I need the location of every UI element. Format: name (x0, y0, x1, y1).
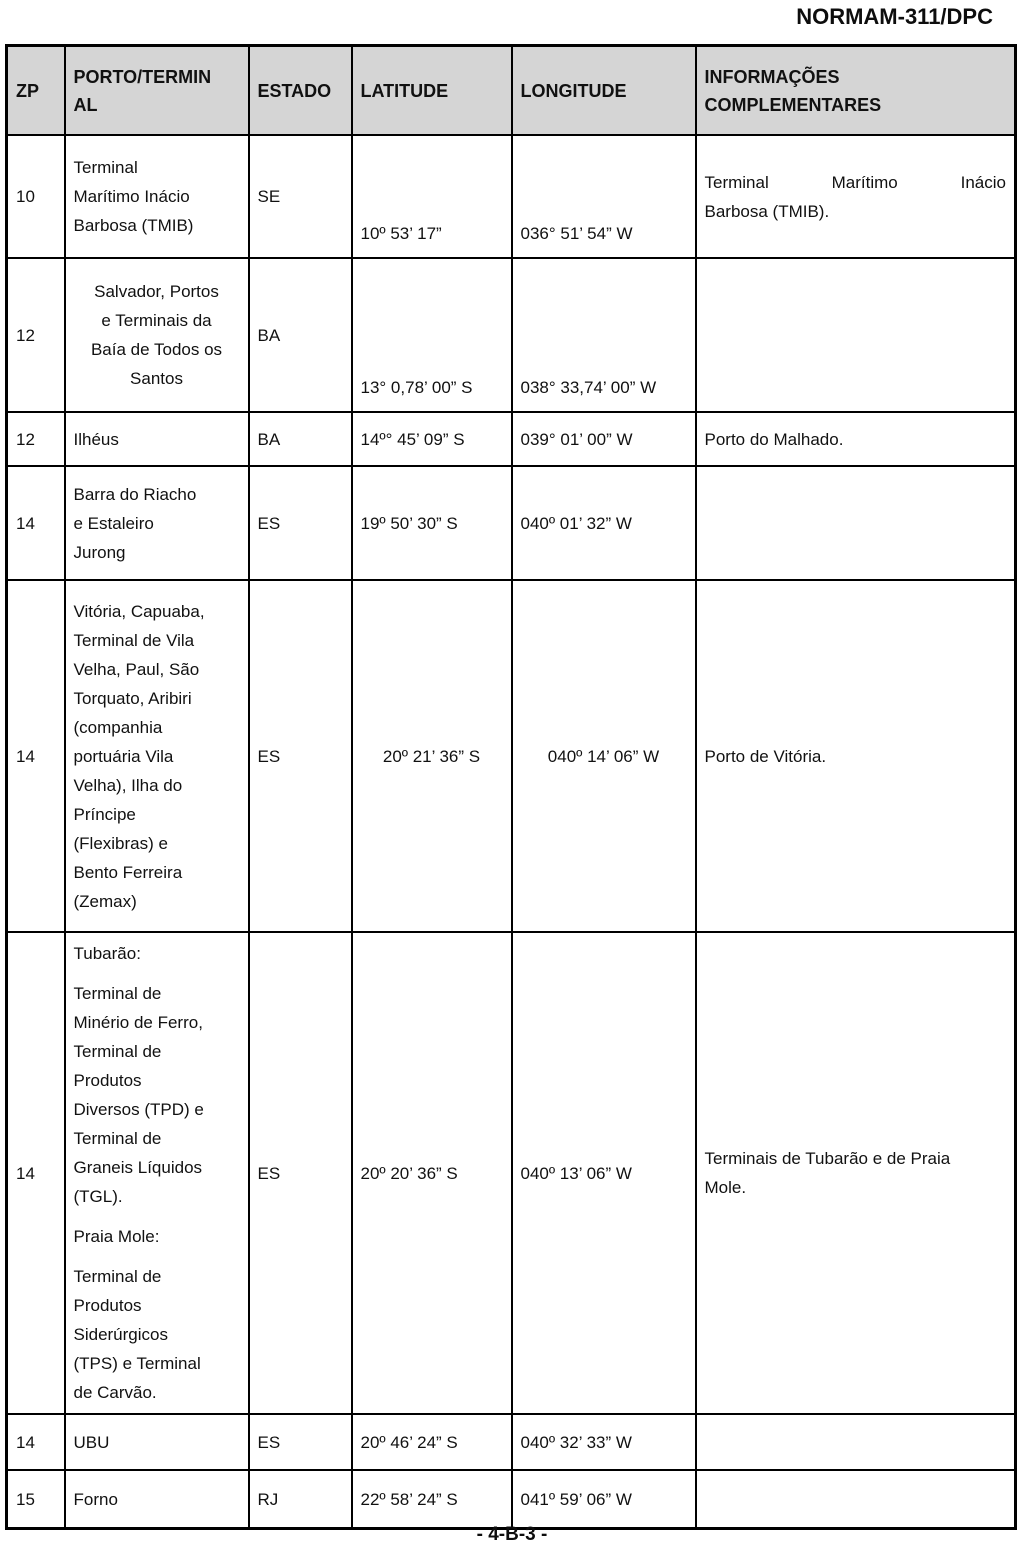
cell-line: Siderúrgicos (73, 1325, 168, 1344)
porto-terminal-cell (65, 258, 249, 412)
cell-paragraph (74, 979, 240, 1211)
longitude-cell: 041º 59’ 06” W (512, 1470, 696, 1529)
cell-paragraph (74, 425, 240, 454)
latitude-cell: 14º° 45’ 09” S (352, 412, 512, 466)
ports-table (5, 44, 1017, 1530)
estado-cell: ES (249, 466, 352, 580)
informacoes-cell (696, 258, 1016, 412)
cell-paragraph (74, 1428, 240, 1457)
longitude-cell: 039° 01’ 00” W (512, 412, 696, 466)
cell-line: Marítimo Inácio (73, 187, 190, 206)
header-longitude-label: LONGITUDE (520, 80, 627, 101)
latitude-cell: 19º 50’ 30” S (352, 466, 512, 580)
cell-line: Salvador, Portos (94, 282, 219, 301)
longitude-cell: 038° 33,74’ 00” W (512, 258, 696, 412)
table-row (7, 135, 1016, 258)
cell-line: Forno (73, 1489, 118, 1509)
estado-cell: ES (249, 1414, 352, 1470)
cell-line: e Terminais da (101, 311, 212, 330)
header-informacoes-complementares (696, 46, 1016, 136)
cell-paragraph (74, 480, 240, 567)
cell-line: Terminais de Tubarão e de Praia (704, 1149, 951, 1168)
porto-terminal-cell (65, 1414, 249, 1470)
zp-cell: 15 (7, 1470, 65, 1529)
zp-cell: 10 (7, 135, 65, 258)
longitude-cell: 036° 51’ 54” W (512, 135, 696, 258)
header-latitude-label: LATITUDE (360, 80, 449, 101)
cell-paragraph (705, 1144, 1007, 1202)
header-zp-label: ZP (16, 80, 40, 101)
cell-line: Porto de Vitória. (704, 746, 827, 766)
cell-line: Bento Ferreira (73, 862, 183, 882)
header-latitude (352, 46, 512, 136)
table-row (7, 580, 1016, 932)
estado-cell: BA (249, 412, 352, 466)
longitude-cell: 040º 32’ 33” W (512, 1414, 696, 1470)
estado-cell: SE (249, 135, 352, 258)
latitude-cell: 20º 46’ 24” S (352, 1414, 512, 1470)
cell-line: (companhia (73, 717, 163, 737)
header-porto-terminal-label: AL (73, 94, 98, 115)
cell-line: Barra do Riacho (73, 484, 197, 504)
cell-line: (TGL). (73, 1187, 123, 1206)
cell-paragraph (74, 1485, 240, 1514)
zp-cell: 14 (7, 1414, 65, 1470)
porto-terminal-cell (65, 932, 249, 1414)
table-row (7, 466, 1016, 580)
cell-line: Praia Mole: (73, 1227, 160, 1246)
header-informacoes-label: COMPLEMENTARES (704, 94, 882, 115)
cell-line: Ilhéus (73, 429, 119, 449)
cell-line: Porto do Malhado. (704, 429, 844, 449)
cell-line: Terminal de (73, 1267, 162, 1286)
table-row (7, 932, 1016, 1414)
header-longitude (512, 46, 696, 136)
cell-line: (Flexibras) e (73, 833, 168, 853)
header-zp (7, 46, 65, 136)
informacoes-cell (696, 1470, 1016, 1529)
latitude-cell: 20º 21’ 36” S (352, 580, 512, 932)
cell-line: Santos (130, 369, 183, 388)
latitude-cell: 22º 58’ 24” S (352, 1470, 512, 1529)
cell-line: Barbosa (TMIB). (704, 201, 830, 221)
cell-line: Mole. (704, 1178, 747, 1197)
porto-terminal-cell (65, 580, 249, 932)
cell-paragraph (80, 277, 234, 393)
zp-cell: 14 (7, 932, 65, 1414)
cell-line: Vitória, Capuaba, (73, 601, 205, 621)
cell-line: portuária Vila (73, 746, 174, 766)
cell-line: Minério de Ferro, (73, 1013, 203, 1032)
informacoes-cell (696, 412, 1016, 466)
cell-line: Terminal de (73, 984, 162, 1003)
latitude-cell: 20º 20’ 36” S (352, 932, 512, 1414)
cell-line: Tubarão: (73, 944, 141, 963)
informacoes-cell (696, 580, 1016, 932)
porto-terminal-cell (65, 135, 249, 258)
estado-cell: ES (249, 932, 352, 1414)
zp-cell: 14 (7, 580, 65, 932)
cell-paragraph (74, 1222, 240, 1251)
zp-cell: 12 (7, 412, 65, 466)
table-header-row (7, 46, 1016, 136)
cell-paragraph (705, 742, 1007, 771)
cell-line: Terminal de (73, 1042, 162, 1061)
cell-line: Príncipe (73, 804, 136, 824)
porto-terminal-cell (65, 466, 249, 580)
table-row (7, 1470, 1016, 1529)
header-informacoes-label: INFORMAÇÕES (704, 66, 840, 87)
cell-paragraph (74, 939, 240, 968)
cell-line: Jurong (73, 542, 126, 562)
zp-cell: 14 (7, 466, 65, 580)
cell-line: Torquato, Aribiri (73, 688, 192, 708)
cell-line: e Estaleiro (73, 513, 154, 533)
latitude-cell: 13° 0,78’ 00” S (352, 258, 512, 412)
table-row (7, 258, 1016, 412)
estado-cell: RJ (249, 1470, 352, 1529)
longitude-cell: 040º 14’ 06” W (512, 580, 696, 932)
cell-paragraph (705, 425, 1007, 454)
cell-line: (TPS) e Terminal (73, 1354, 201, 1373)
porto-terminal-cell (65, 1470, 249, 1529)
header-porto-terminal (65, 46, 249, 136)
cell-line: (Zemax) (73, 891, 137, 911)
zp-cell: 12 (7, 258, 65, 412)
table-row (7, 1414, 1016, 1470)
longitude-cell: 040º 13’ 06” W (512, 932, 696, 1414)
cell-paragraph (74, 1262, 240, 1407)
cell-line: Velha, Paul, São (73, 659, 200, 679)
header-porto-terminal-label: PORTO/TERMIN (73, 66, 212, 87)
table-row (7, 412, 1016, 466)
cell-line: Produtos (73, 1296, 142, 1315)
header-estado (249, 46, 352, 136)
cell-line: Terminal (73, 158, 138, 177)
cell-line: Graneis Líquidos (73, 1158, 203, 1177)
informacoes-cell (696, 1414, 1016, 1470)
cell-line: de Carvão. (73, 1383, 157, 1402)
cell-line: Baía de Todos os (90, 340, 223, 359)
cell-line: Velha), Ilha do (73, 775, 183, 795)
porto-terminal-cell (65, 412, 249, 466)
cell-line: Diversos (TPD) e (73, 1100, 204, 1119)
cell-line: Produtos (73, 1071, 142, 1090)
informacoes-cell (696, 135, 1016, 258)
cell-line: Terminal de (73, 1129, 162, 1148)
estado-cell: BA (249, 258, 352, 412)
informacoes-cell (696, 466, 1016, 580)
cell-line: Terminal Marítimo Inácio (704, 172, 1006, 192)
estado-cell: ES (249, 580, 352, 932)
cell-line: Barbosa (TMIB) (73, 216, 194, 235)
longitude-cell: 040º 01’ 32” W (512, 466, 696, 580)
header-estado-label: ESTADO (257, 80, 332, 101)
document-title: NORMAM-311/DPC (796, 4, 993, 29)
cell-paragraph (705, 168, 1007, 226)
page-number: - 4-B-3 - (476, 1524, 548, 1545)
informacoes-cell (696, 932, 1016, 1414)
cell-line: UBU (73, 1432, 110, 1452)
cell-paragraph (74, 597, 240, 916)
latitude-cell: 10º 53’ 17” (352, 135, 512, 258)
cell-paragraph (74, 153, 240, 240)
cell-line: Terminal de Vila (73, 630, 195, 650)
